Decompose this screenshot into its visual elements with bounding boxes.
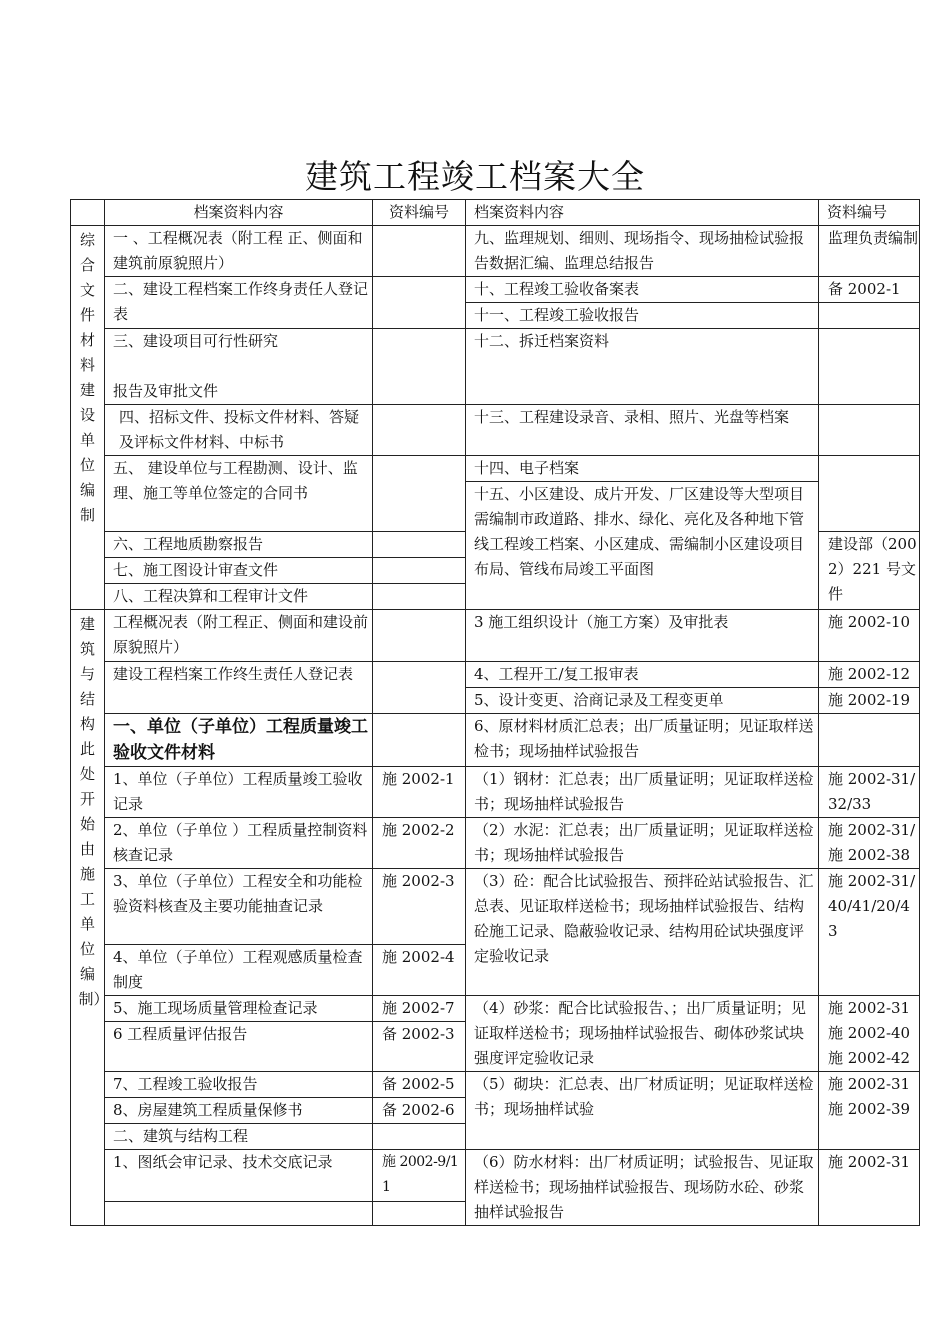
cell-s2-l10: 8、房屋建筑工程质量保修书 bbox=[105, 1098, 373, 1124]
side-label-section2 bbox=[71, 610, 109, 1226]
table-row bbox=[71, 226, 920, 277]
cell-s2-l0: 工程概况表（附工程正、侧面和建设前原貌照片） bbox=[105, 610, 373, 662]
cell-s2-r4: （1）钢材：汇总表；出厂质量证明；见证取样送检书；现场抽样试验报告 bbox=[466, 767, 819, 818]
cell-s2-r7: （4）砂浆：配合比试验报告、；出厂质量证明；见证取样送检书；现场抽样试验报告、砌体砂浆试块强度评定验收记录 bbox=[466, 996, 819, 1072]
code-s2-r2: 施 2002-19 bbox=[819, 688, 920, 714]
code-cell-blank bbox=[819, 456, 920, 532]
cell-s2-l3: 1、单位（子单位）工程质量竣工验收记录 bbox=[105, 767, 373, 818]
cell-s2-l1: 建设工程档案工作终生责任人登记表 bbox=[105, 662, 373, 714]
archive-table bbox=[70, 199, 920, 1226]
code-cell-blank bbox=[373, 405, 466, 456]
code-cell-blank bbox=[373, 532, 466, 558]
header-code-left: 资料编号 bbox=[373, 200, 466, 226]
cell-s1-r1: 十、工程竣工验收备案表 bbox=[466, 277, 819, 303]
cell-s1-r4: 十三、工程建设录音、录相、照片、光盘等档案 bbox=[466, 405, 819, 456]
side-label-text: 建筑与结构此处开始由施工单位编制） bbox=[78, 615, 109, 1008]
code-cell-blank bbox=[373, 1201, 466, 1225]
cell-s2-r5: （2）水泥：汇总表；出厂质量证明；见证取样送检书；现场抽样试验报告 bbox=[466, 818, 819, 869]
cell-s1-l0: 一 、工程概况表（附工程 正、侧面和建筑前原貌照片） bbox=[105, 226, 373, 277]
code-cell-blank bbox=[373, 1124, 466, 1150]
code-s2-r6: 施 2002-31/40/41/20/43 bbox=[819, 869, 920, 996]
code-s2-l10: 备 2002-6 bbox=[373, 1098, 466, 1124]
table-row bbox=[71, 767, 920, 818]
cell-s2-l2: 一、单位（子单位）工程质量竣工验收文件材料 bbox=[105, 714, 373, 767]
cell-s2-r3: 6、原材料材质汇总表；出厂质量证明；见证取样送检书；现场抽样试验报告 bbox=[466, 714, 819, 767]
code-s1-r1: 备 2002-1 bbox=[819, 277, 920, 303]
table-row bbox=[71, 662, 920, 688]
code-s2-l8: 备 2002-3 bbox=[373, 1022, 466, 1072]
cell-s2-l8: 6 工程质量评估报告 bbox=[105, 1022, 373, 1072]
cell-s2-r0: 3 施工组织设计（施工方案）及审批表 bbox=[466, 610, 819, 662]
code-s2-l3: 施 2002-1 bbox=[373, 767, 466, 818]
table-row bbox=[71, 1150, 920, 1202]
code-cell-blank bbox=[373, 558, 466, 584]
table-row bbox=[71, 1072, 920, 1098]
code-s2-r8a: 施 2002-31 bbox=[828, 1075, 911, 1093]
cell-s1-l6: 六、工程地质勘察报告 bbox=[105, 532, 373, 558]
code-s2-r7a: 施 2002-31 bbox=[828, 999, 911, 1017]
cell-s2-l5: 3、单位（子单位）工程安全和功能检验资料核查及主要功能抽查记录 bbox=[105, 869, 373, 945]
side-label-section1 bbox=[71, 226, 105, 610]
cell-s1-l2 bbox=[105, 329, 373, 405]
header-blank-cell bbox=[71, 200, 105, 226]
code-s2-r8b: 施 2002-39 bbox=[828, 1100, 911, 1118]
table-row bbox=[71, 277, 920, 303]
side-label-text: 综合文件材料建设单位编制 bbox=[79, 231, 95, 524]
page-title: 建筑工程竣工档案大全 bbox=[305, 157, 645, 196]
table-row bbox=[71, 818, 920, 869]
cell-s1-l2b: 报告及审批文件 bbox=[113, 382, 219, 400]
code-s1-r0: 监理负责编制 bbox=[819, 226, 920, 277]
cell-s1-l5: 五、 建设单位与工程勘测、设计、监理、施工等单位签定的合同书 bbox=[105, 456, 373, 532]
cell-s1-l2a: 三、建设项目可行性研究 bbox=[113, 332, 279, 350]
code-cell-blank bbox=[373, 714, 466, 767]
cell-s2-l6: 4、单位（子单位）工程观感质量检查制度 bbox=[105, 945, 373, 996]
code-cell-blank bbox=[373, 584, 466, 610]
cell-s1-r3: 十二、拆迁档案资料 bbox=[466, 329, 819, 405]
code-s2-l5: 施 2002-3 bbox=[373, 869, 466, 945]
table-row bbox=[71, 610, 920, 662]
cell-s2-l9: 7、工程竣工验收报告 bbox=[105, 1072, 373, 1098]
cell-s2-r8: （5）砌块：汇总表、出厂材质证明；见证取样送检书；现场抽样试验 bbox=[466, 1072, 819, 1150]
code-cell-blank bbox=[819, 405, 920, 456]
code-s1-r6: 建设部（2002）221 号文件 bbox=[819, 532, 920, 610]
code-s2-r7b: 施 2002-40 bbox=[828, 1024, 911, 1042]
table-row bbox=[71, 714, 920, 767]
table-row bbox=[71, 996, 920, 1022]
header-code-right: 资料编号 bbox=[819, 200, 920, 226]
code-cell-blank bbox=[819, 329, 920, 405]
table-row bbox=[71, 869, 920, 945]
cell-blank bbox=[105, 1201, 373, 1225]
cell-s2-l7: 5、施工现场质量管理检查记录 bbox=[105, 996, 373, 1022]
cell-s2-r2: 5、设计变更、洽商记录及工程变更单 bbox=[466, 688, 819, 714]
header-content-left: 档案资料内容 bbox=[105, 200, 373, 226]
code-cell-blank bbox=[373, 662, 466, 714]
cell-s2-l4: 2、单位（子单位 ）工程质量控制资料核查记录 bbox=[105, 818, 373, 869]
cell-s1-l8: 八、工程决算和工程审计文件 bbox=[105, 584, 373, 610]
code-s2-r8 bbox=[819, 1072, 920, 1150]
code-cell-blank bbox=[373, 610, 466, 662]
table-header-row bbox=[71, 200, 920, 226]
code-s2-l7: 施 2002-7 bbox=[373, 996, 466, 1022]
cell-s1-r2: 十一、工程竣工验收报告 bbox=[466, 303, 819, 329]
cell-s1-l1: 二、建设工程档案工作终身责任人登记表 bbox=[105, 277, 373, 329]
cell-s1-r0: 九、监理规划、细则、现场指令、现场抽检试验报告数据汇编、监理总结报告 bbox=[466, 226, 819, 277]
cell-s1-l4: 四、招标文件、投标文件材料、答疑及评标文件材料、中标书 bbox=[105, 405, 373, 456]
code-s2-r7c: 施 2002-42 bbox=[828, 1049, 911, 1067]
code-s2-l9: 备 2002-5 bbox=[373, 1072, 466, 1098]
cell-s1-r6: 十五、小区建设、成片开发、厂区建设等大型项目需编制市政道路、排水、绿化、亮化及各种地下管线工程竣工档案、小区建成、需编制小区建设项目布局、管线布局竣工平面图 bbox=[466, 482, 819, 610]
code-s2-l4: 施 2002-2 bbox=[373, 818, 466, 869]
code-s2-r9: 施 2002-31 bbox=[819, 1150, 920, 1226]
code-s2-l12: 施 2002-9/11 bbox=[373, 1150, 466, 1202]
cell-s2-r9: （6）防水材料：出厂材质证明；试验报告、见证取样送检书；现场抽样试验报告、现场防水砼、砂浆抽样试验报告 bbox=[466, 1150, 819, 1226]
table-row bbox=[71, 456, 920, 482]
cell-s2-r6: （3）砼：配合比试验报告、预拌砼站试验报告、汇总表、见证取样送检书；现场抽样试验报告、结构砼施工记录、隐蔽验收记录、结构用砼试块强度评定验收记录 bbox=[466, 869, 819, 996]
code-cell-blank bbox=[819, 303, 920, 329]
code-cell-blank bbox=[373, 329, 466, 405]
code-cell-blank bbox=[819, 714, 920, 767]
table-row bbox=[71, 329, 920, 405]
cell-s1-r5: 十四、电子档案 bbox=[466, 456, 819, 482]
code-s2-r1: 施 2002-12 bbox=[819, 662, 920, 688]
code-cell-blank bbox=[373, 226, 466, 277]
header-content-right: 档案资料内容 bbox=[466, 200, 819, 226]
cell-s2-l11: 二、建筑与结构工程 bbox=[105, 1124, 373, 1150]
code-cell-blank bbox=[373, 456, 466, 532]
table-row bbox=[71, 405, 920, 456]
cell-s2-l12: 1、图纸会审记录、技术交底记录 bbox=[105, 1150, 373, 1202]
code-cell-blank bbox=[373, 277, 466, 329]
cell-s2-r1: 4、工程开工/复工报审表 bbox=[466, 662, 819, 688]
code-s2-r4: 施 2002-31/32/33 bbox=[819, 767, 920, 818]
code-s2-r5: 施 2002-31/施 2002-38 bbox=[819, 818, 920, 869]
code-s2-r0: 施 2002-10 bbox=[819, 610, 920, 662]
cell-s1-l7: 七、施工图设计审查文件 bbox=[105, 558, 373, 584]
code-s2-r7 bbox=[819, 996, 920, 1072]
code-s2-l6: 施 2002-4 bbox=[373, 945, 466, 996]
